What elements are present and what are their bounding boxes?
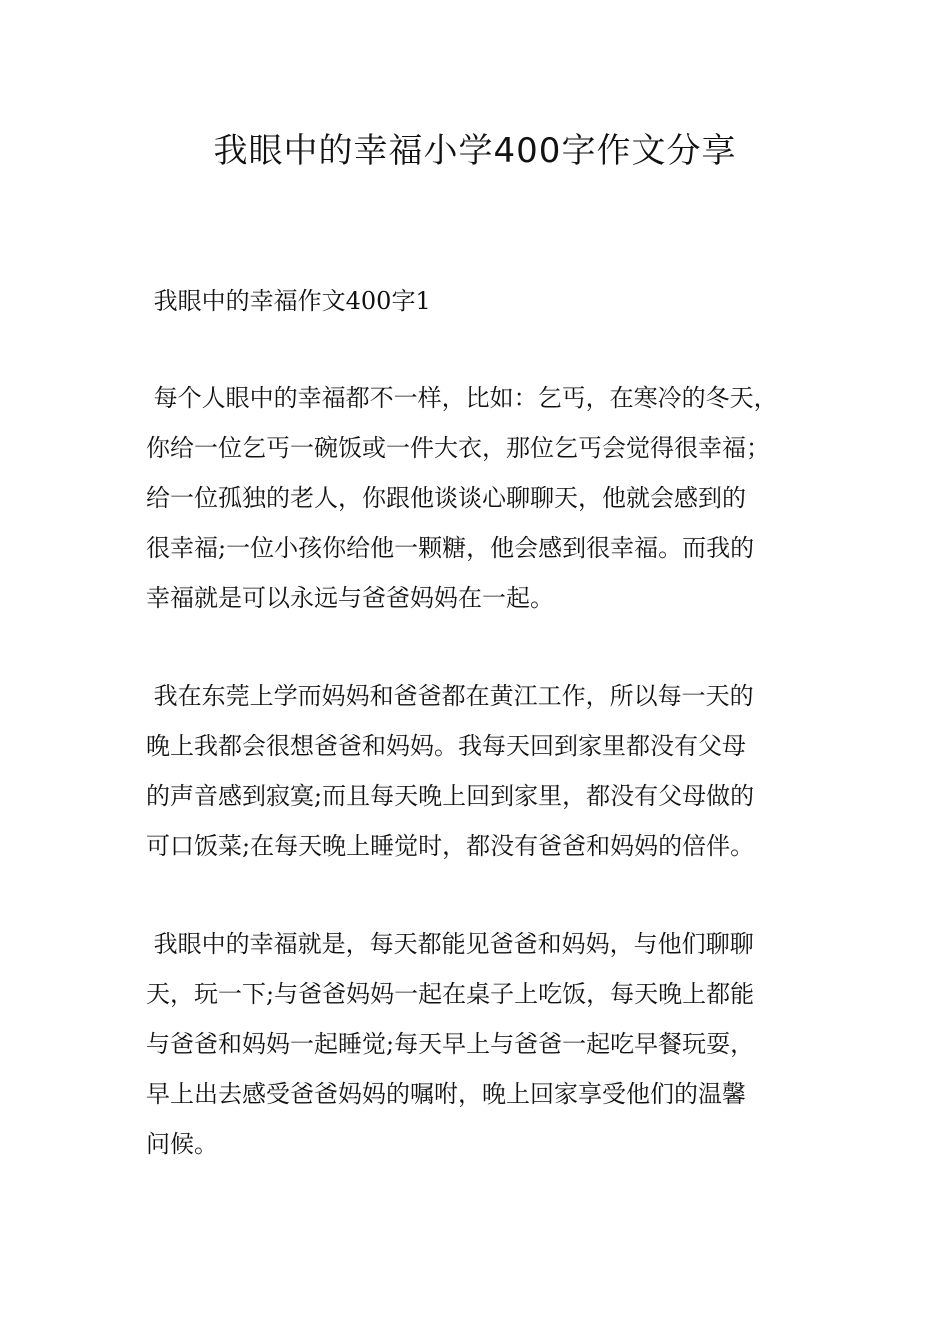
page-title: 我眼中的幸福小学400字作文分享 [213, 131, 737, 171]
paragraph-3: 我眼中的幸福就是，每天都能见爸爸和妈妈，与他们聊聊 天，玩一下;与爸爸妈妈一起在桌子上吃饭，每天晚上都能 与爸爸和妈妈一起睡觉;每天早上与爸爸一起吃早餐玩耍， 早上出去感受爸爸妈妈的嘱咐，晚上回家享受他们的温馨 问候。 [146, 930, 755, 1158]
paragraph-2: 我在东莞上学而妈妈和爸爸都在黄江工作，所以每一天的 晚上我都会很想爸爸和妈妈。我每天回到家里都没有父母 的声音感到寂寞;而且每天晚上回到家里，都没有父母做的 可口饭菜;在每天晚上睡觉时，都没有爸爸和妈妈的倍伴。 [146, 682, 755, 860]
paragraph-1: 每个人眼中的幸福都不一样，比如：乞丐，在寒冷的冬天， 你给一位乞丐一碗饭或一件大衣，那位乞丐会觉得很幸福； 给一位孤独的老人，你跟他谈谈心聊聊天，他就会感到的 很幸福;一位小孩你给他一颗糖，他会感到很幸福。而我的 幸福就是可以永远与爸爸妈妈在一起。 [146, 384, 778, 612]
essay-subheading: 我眼中的幸福作文400字1 [146, 287, 431, 315]
